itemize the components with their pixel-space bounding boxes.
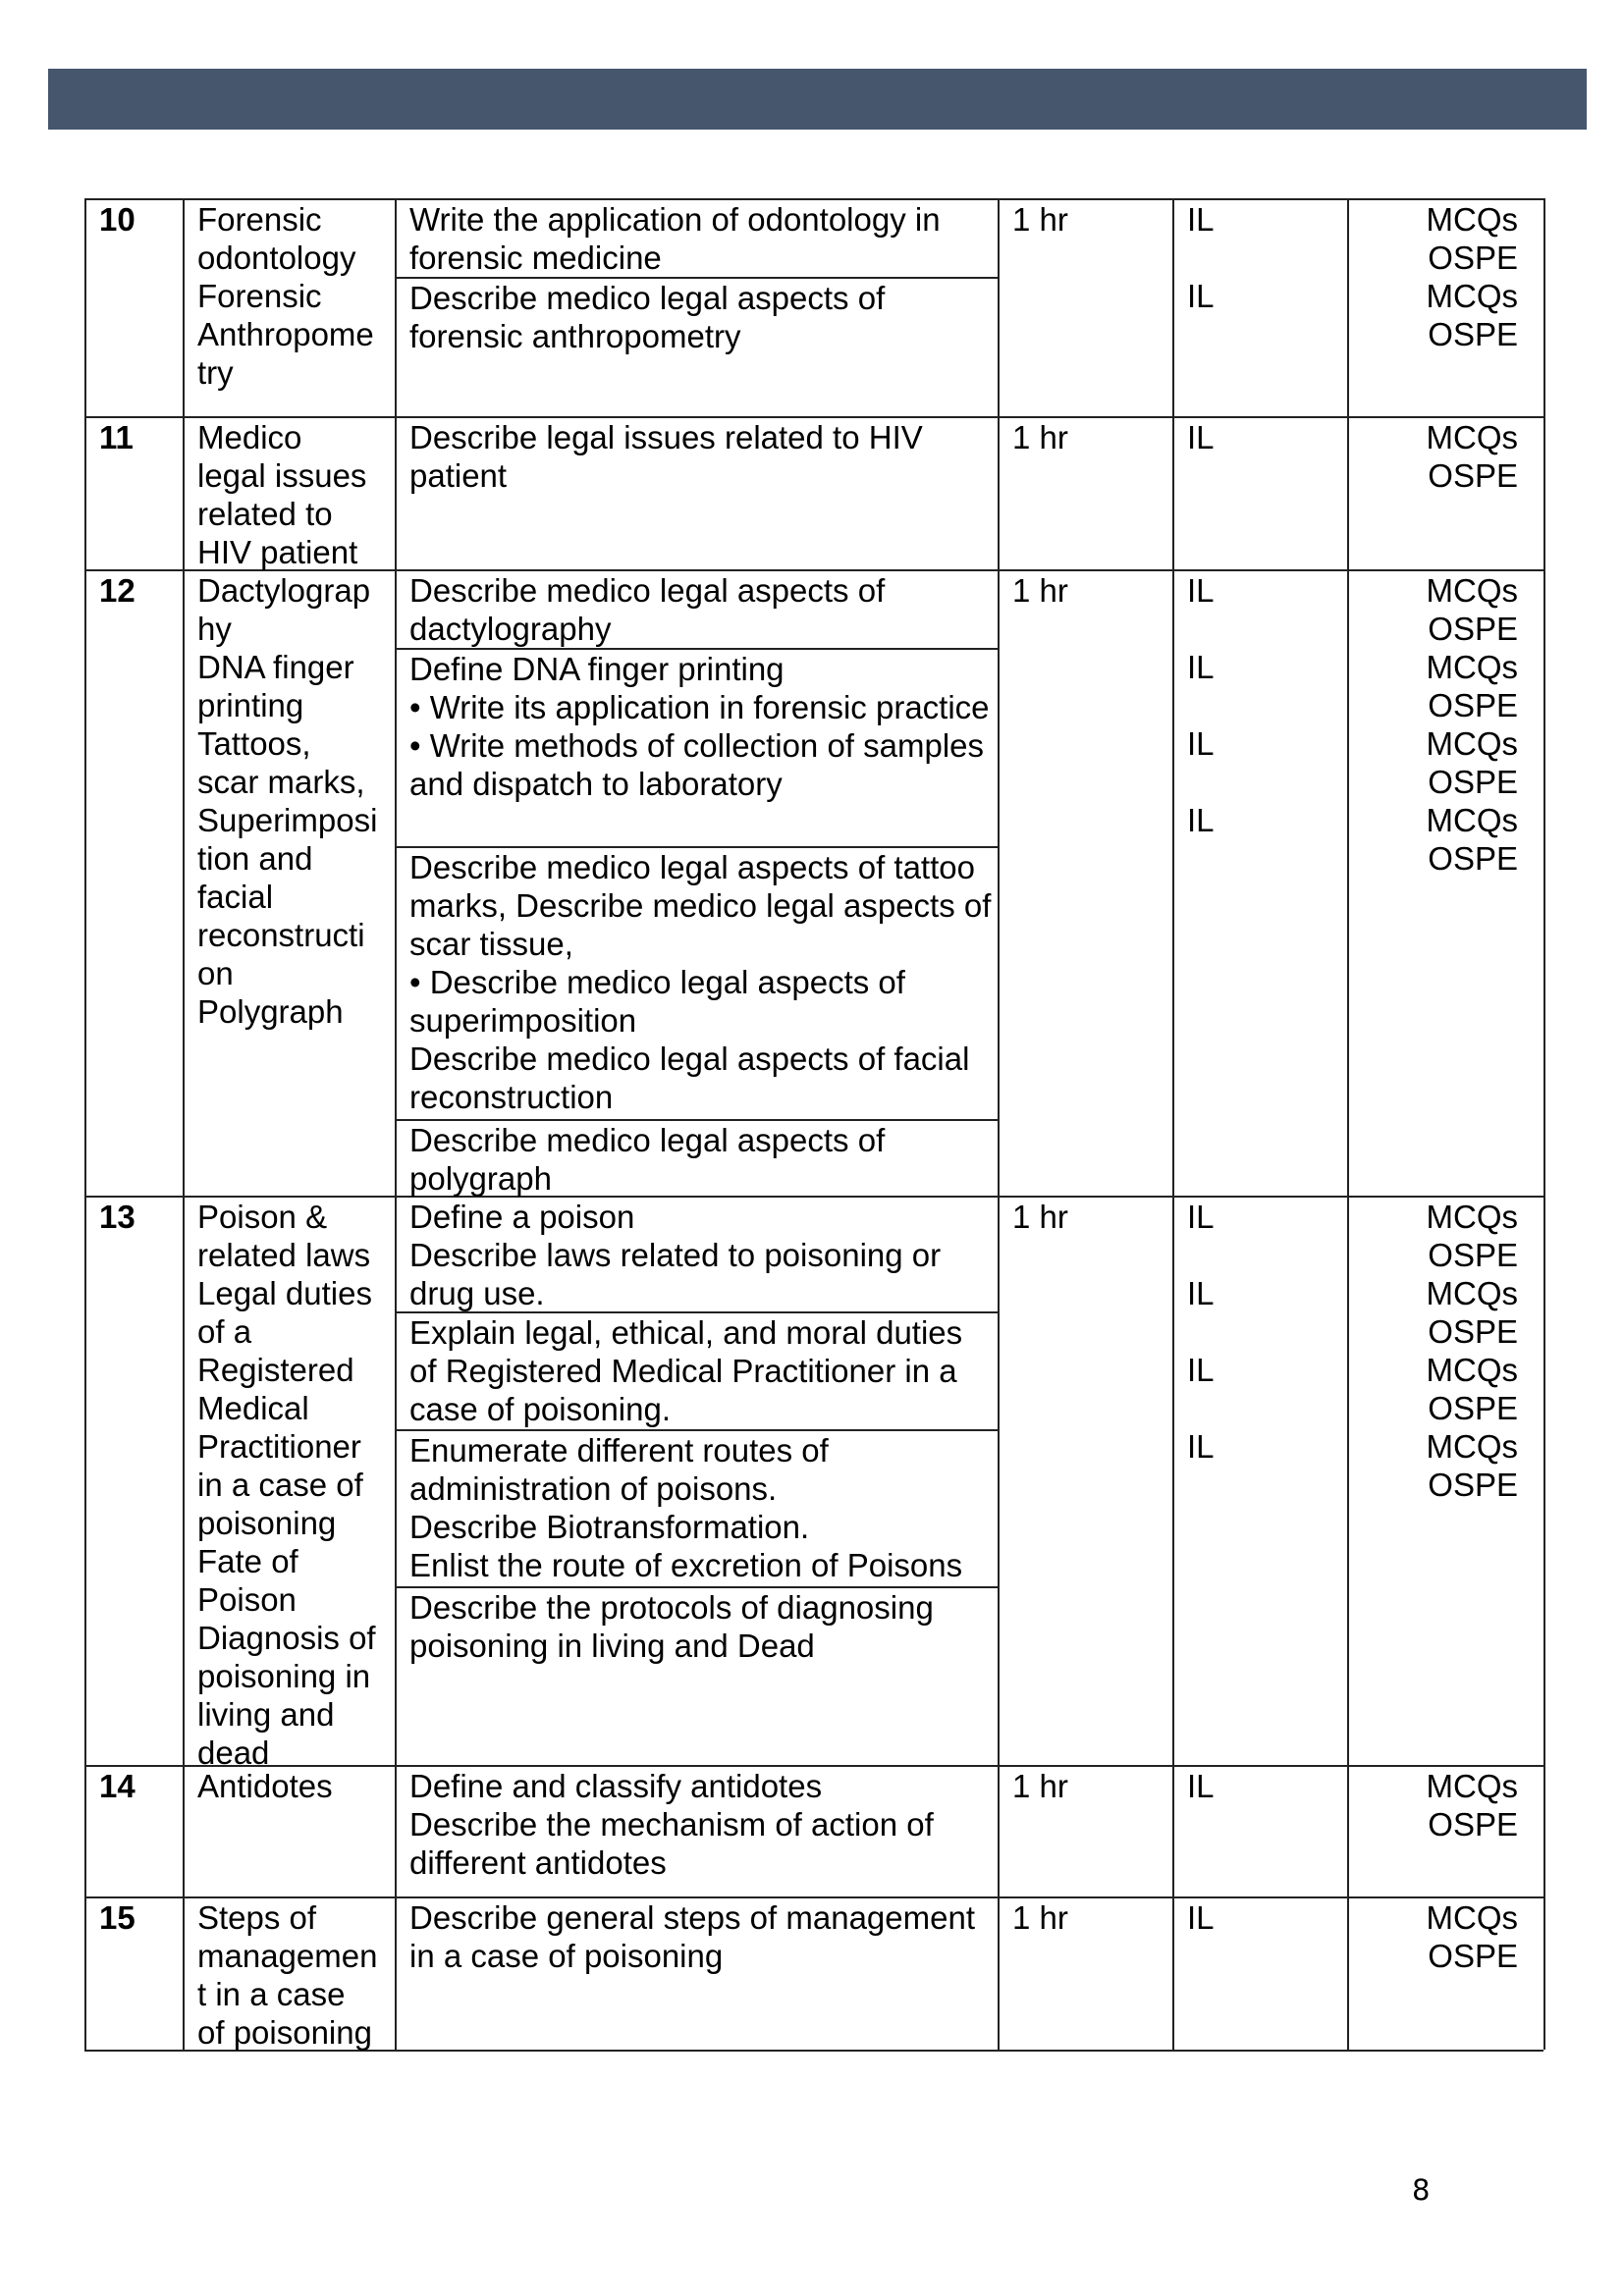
topic-cell: Antidotes [197,1768,333,1804]
method-cell: IL [1187,419,1215,455]
objective-cell: Describe the protocols of diagnosing poisoning in living and Dead [409,1589,934,1664]
objective-cell: Write the application of odontology in forensic medicine [409,201,941,276]
method-cell: IL IL IL IL [1187,572,1215,838]
topic-cell: Forensic odontology Forensic Anthropome try [197,201,374,391]
duration-cell: 1 hr [1012,1899,1068,1936]
method-cell: IL IL IL IL [1187,1199,1215,1465]
assessment-cell: MCQs OSPE [1426,1768,1518,1842]
objective-cell: Describe medico legal aspects of polygraph [409,1122,886,1197]
objective-cell: Explain legal, ethical, and moral duties of Registered Medical Practitioner in a case of poisoning. [409,1314,963,1427]
objective-cell: Describe medico legal aspects of dactylography [409,572,886,647]
row-number: 10 [99,201,135,238]
row-number: 12 [99,572,135,609]
duration-cell: 1 hr [1012,201,1068,238]
duration-cell: 1 hr [1012,572,1068,609]
column-divider [183,198,185,2050]
method-cell: IL IL [1187,201,1215,314]
row-number: 14 [99,1768,135,1804]
objective-cell: Describe medico legal aspects of forensic anthropometry [409,280,886,354]
objective-cell: Define a poison Describe laws related to poisoning or drug use. [409,1199,942,1311]
method-cell: IL [1187,1768,1215,1804]
row-number: 15 [99,1899,135,1936]
objective-cell: Describe legal issues related to HIV patient [409,419,923,494]
topic-cell: Poison & related laws Legal duties of a Registered Medical Practitioner in a case of poisoning Fate of Poison Diagnosis of poisoning in living and dead [197,1199,376,1771]
assessment-cell: MCQs OSPE MCQs OSPE MCQs OSPE MCQs OSPE [1426,572,1518,877]
assessment-cell: MCQs OSPE MCQs OSPE MCQs OSPE MCQs OSPE [1426,1199,1518,1503]
objective-cell: Define and classify antidotes Describe the mechanism of action of different antidotes [409,1768,934,1881]
assessment-cell: MCQs OSPE [1426,1899,1518,1974]
objectives-table [84,198,1543,2050]
objective-cell: Describe general steps of management in a case of poisoning [409,1899,975,1974]
header-band [48,69,1587,130]
column-divider [84,198,86,2050]
column-divider [395,198,397,2050]
column-divider [1172,198,1174,2050]
objective-cell: Describe medico legal aspects of tattoo marks, Describe medico legal aspects of scar tissue, • Describe medico legal aspects of superimposition Describe medico legal aspects of facial reconstruction [409,849,992,1115]
row-number: 11 [99,419,134,455]
topic-cell: Steps of managemen t in a case of poisoning [197,1899,378,2051]
duration-cell: 1 hr [1012,1768,1068,1804]
topic-cell: Medico legal issues related to HIV patient [197,419,367,570]
duration-cell: 1 hr [1012,1199,1068,1235]
row-number: 13 [99,1199,135,1235]
duration-cell: 1 hr [1012,419,1068,455]
method-cell: IL [1187,1899,1215,1936]
assessment-cell: MCQs OSPE [1426,419,1518,494]
topic-cell: Dactylograp hy DNA finger printing Tattoos, scar marks, Superimposi tion and facial reconstructi on Polygraph [197,572,378,1030]
objective-cell: Enumerate different routes of administration of poisons. Describe Biotransformation. Enlist the route of excretion of Poisons [409,1432,963,1583]
objective-cell: Define DNA finger printing • Write its application in forensic practice • Write methods of collection of samples and dispatch to laboratory [409,651,990,802]
assessment-cell: MCQs OSPE MCQs OSPE [1426,201,1518,352]
page-number: 8 [1412,2173,1431,2207]
column-divider [998,198,1000,2050]
column-divider [1543,198,1545,2050]
